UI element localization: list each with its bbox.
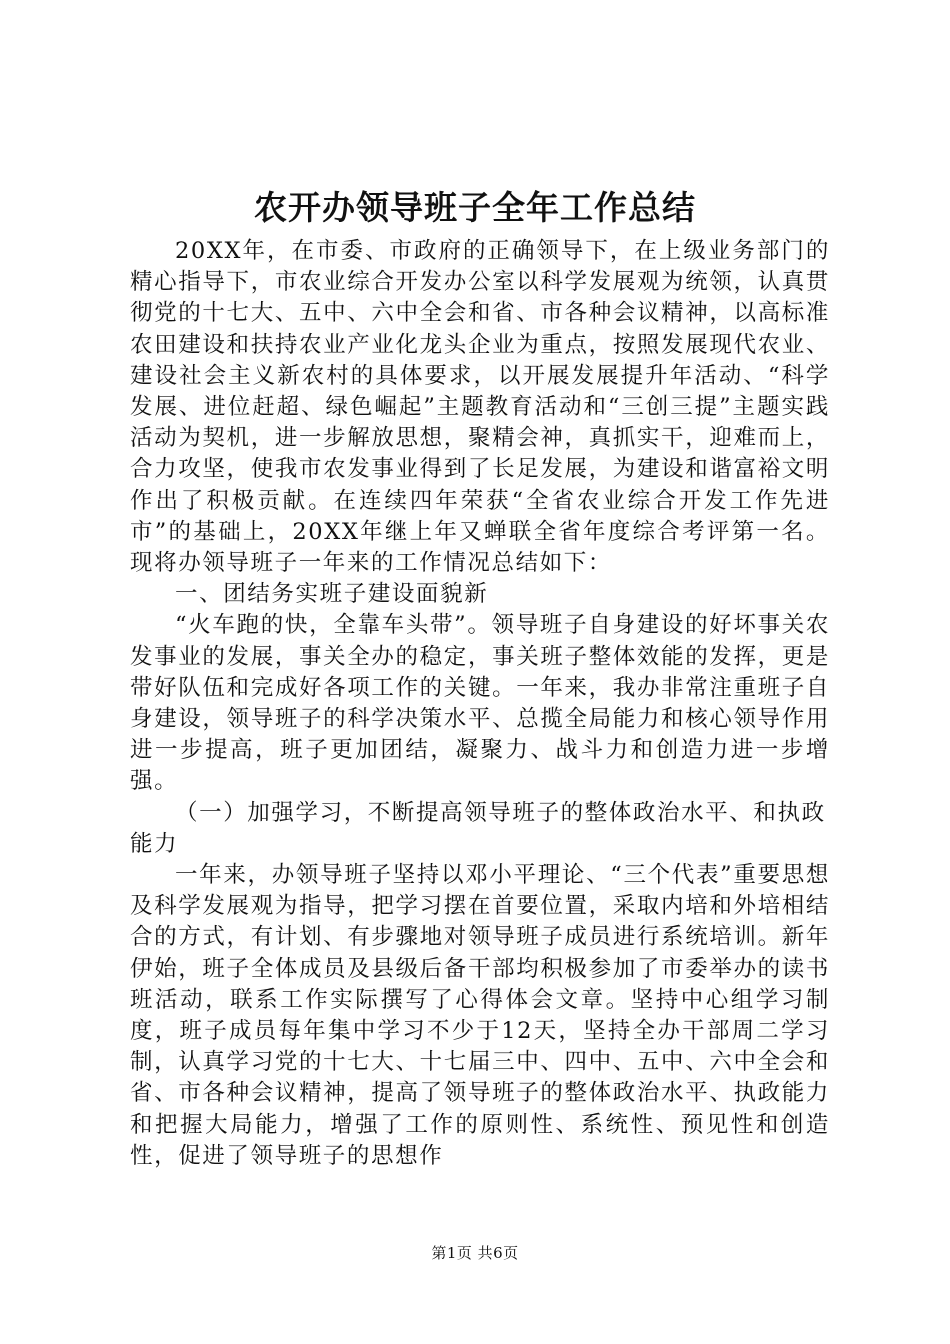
subsection-heading-1: （一）加强学习，不断提高领导班子的整体政治水平、和执政能力 — [130, 799, 826, 857]
subsection-1-paragraph: 一年来，办领导班子坚持以邓小平理论、“三个代表”重要思想及科学发展观为指导，把学习摆在首要位置，采取内培和外培相结合的方式，有计划、有步骤地对领导班子成员进行系统培训。新年伊始，班子全体成员及县级后备干部均积极参加了市委举办的读书班活动，联系工作实际撰写了心得体会文章。坚持中心组学习制度，班子成员每年集中学习不少于12天，坚持全办干部周二学习制，认真学习党的十七大、十七届三中、四中、五中、六中全会和省、市各种会议精神，提高了领导班子的整体政治水平、执政能力和把握大局能力，增强了工作的原则性、系统性、预见性和创造性，促进了领导班子的思想作 — [130, 862, 830, 1169]
section-1-paragraph: “火车跑的快，全靠车头带”。领导班子自身建设的好坏事关农发事业的发展，事关全办的稳定，事关班子整体效能的发挥，更是带好队伍和完成好各项工作的关键。一年来，我办非常注重班子自身建设，领导班子的科学决策水平、总揽全局能力和核心领导作用进一步提高，班子更加团结，凝聚力、战斗力和创造力进一步增强。 — [130, 612, 830, 795]
document-body — [130, 236, 830, 1172]
page-title: 农开办领导班子全年工作总结 — [254, 188, 696, 227]
page-footer: 第1页 共6页 — [431, 1244, 519, 1262]
intro-paragraph: 20XX年，在市委、市政府的正确领导下，在上级业务部门的精心指导下，市农业综合开发办公室以科学发展观为统领，认真贯彻党的十七大、五中、六中全会和省、市各种会议精神，以高标准农田建设和扶持农业产业化龙头企业为重点，按照发展现代农业、建设社会主义新农村的具体要求，以开展发展提升年活动、“科学发展、进位赶超、绿色崛起”主题教育活动和“三创三提”主题实践活动为契机，进一步解放思想，聚精会神，真抓实干，迎难而上，合力攻坚，使我市农发事业得到了长足发展，为建设和谐富裕文明作出了积极贡献。在连续四年荣获“全省农业综合开发工作先进市”的基础上，20XX年继上年又蝉联全省年度综合考评第一名。现将办领导班子一年来的工作情况总结如下： — [130, 238, 830, 577]
section-heading-1: 一、团结务实班子建设面貌新 — [175, 581, 489, 608]
